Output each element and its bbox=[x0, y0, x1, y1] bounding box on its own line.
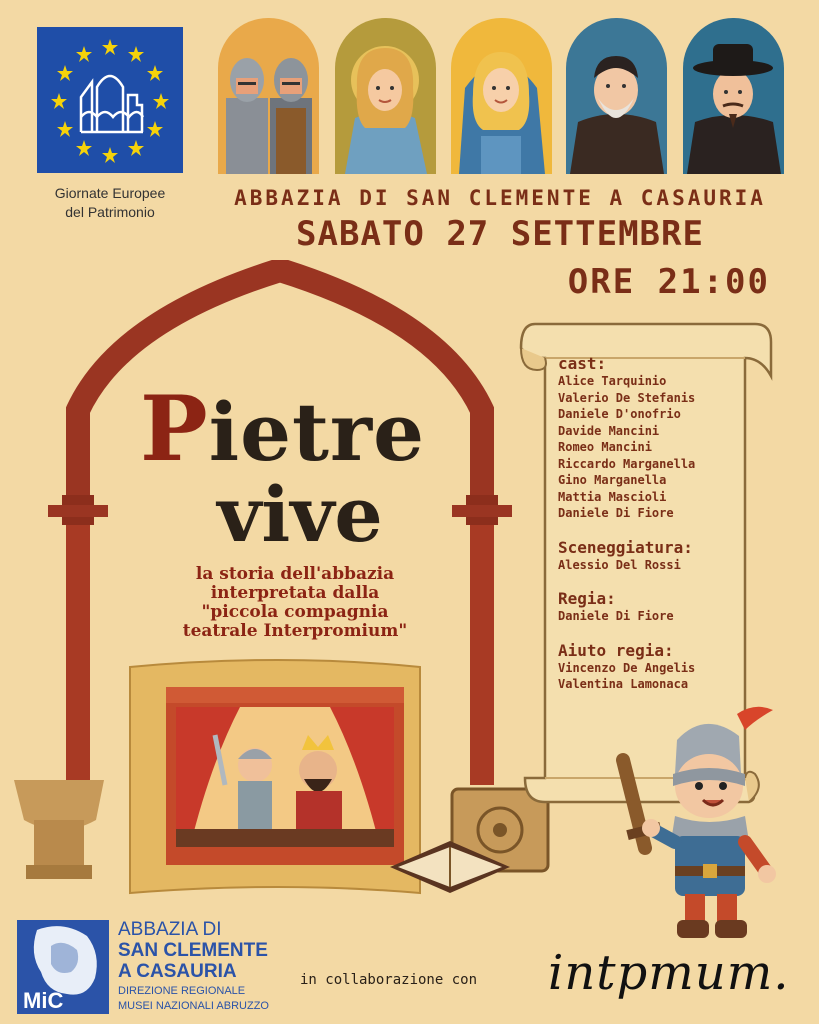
show-title-line2: vive bbox=[217, 470, 383, 559]
mic-logo bbox=[17, 920, 109, 1014]
date-heading: SABATO 27 SETTEMBRE bbox=[296, 214, 704, 254]
eu-caption-line2: del Patrimonio bbox=[65, 204, 155, 220]
cast-member: Gino Marganella bbox=[558, 473, 667, 487]
dept-line2: MUSEI NAZIONALI ABRUZZO bbox=[118, 1000, 269, 1012]
mic-logo-text: MiC bbox=[23, 988, 64, 1013]
venue-heading: ABBAZIA DI SAN CLEMENTE A CASAURIA bbox=[234, 186, 766, 210]
mic-sculpture-icon bbox=[17, 920, 109, 1014]
assistant-director: Vincenzo De Angelis bbox=[558, 660, 696, 675]
title-capital-letter: P bbox=[140, 376, 209, 482]
subtitle-line1: la storia dell'abbazia bbox=[195, 564, 395, 584]
old-monk-portrait bbox=[566, 18, 667, 174]
knight-character-illustration bbox=[605, 700, 795, 950]
soldiers-portrait bbox=[218, 18, 319, 174]
abbey-line3: A CASAURIA bbox=[118, 961, 237, 982]
young-woman-portrait bbox=[335, 18, 436, 174]
cast-member: Valerio De Stefanis bbox=[558, 390, 696, 405]
direction-heading: Regia: bbox=[558, 589, 616, 608]
cast-member: Riccardo Marganella bbox=[558, 456, 696, 471]
time-heading: ORE 21:00 bbox=[567, 262, 770, 302]
screenplay-author: Alessio Del Rossi bbox=[558, 557, 681, 572]
gentleman-portrait bbox=[683, 18, 784, 174]
eu-caption bbox=[30, 184, 190, 222]
dept-line1: DIREZIONE REGIONALE bbox=[118, 985, 246, 997]
partner-logo-text: intpmum. bbox=[548, 945, 790, 1001]
assistant-director: Valentina Lamonaca bbox=[558, 677, 689, 691]
cast-member: Romeo Mancini bbox=[558, 440, 652, 454]
cast-heading: cast: bbox=[558, 354, 607, 373]
screenplay-heading: Sceneggiatura: bbox=[558, 537, 693, 557]
blonde-woman-portrait bbox=[451, 18, 552, 174]
cast-member: Alice Tarquinio bbox=[558, 374, 667, 388]
cast-member: Daniele Di Fiore bbox=[558, 506, 674, 520]
cast-member: Daniele D'onofrio bbox=[558, 407, 681, 421]
eu-caption-line1: Giornate Europee bbox=[54, 185, 166, 201]
subtitle-line4: teatrale Interpromium" bbox=[182, 621, 408, 641]
eu-stars-icon bbox=[37, 27, 183, 173]
show-title-line1 bbox=[140, 376, 460, 482]
subtitle-line3: "piccola compagnia bbox=[201, 602, 389, 622]
eu-heritage-logo bbox=[37, 27, 183, 173]
director: Daniele Di Fiore bbox=[558, 609, 674, 623]
show-subtitle bbox=[140, 565, 450, 641]
credits-block bbox=[558, 354, 758, 693]
abbey-institution-text bbox=[118, 920, 318, 1012]
subtitle-line2: interpretata dalla bbox=[210, 583, 380, 603]
collaboration-text: in collaborazione con bbox=[300, 972, 478, 988]
title-line1-rest: ietre bbox=[208, 385, 425, 479]
abbey-line2: SAN CLEMENTE bbox=[118, 940, 268, 961]
cast-member: Davide Mancini bbox=[558, 423, 660, 438]
cast-member: Mattia Mascioli bbox=[558, 489, 667, 504]
abbey-line1: ABBAZIA DI bbox=[118, 919, 222, 940]
assistant-direction-heading: Aiuto regia: bbox=[558, 640, 674, 660]
